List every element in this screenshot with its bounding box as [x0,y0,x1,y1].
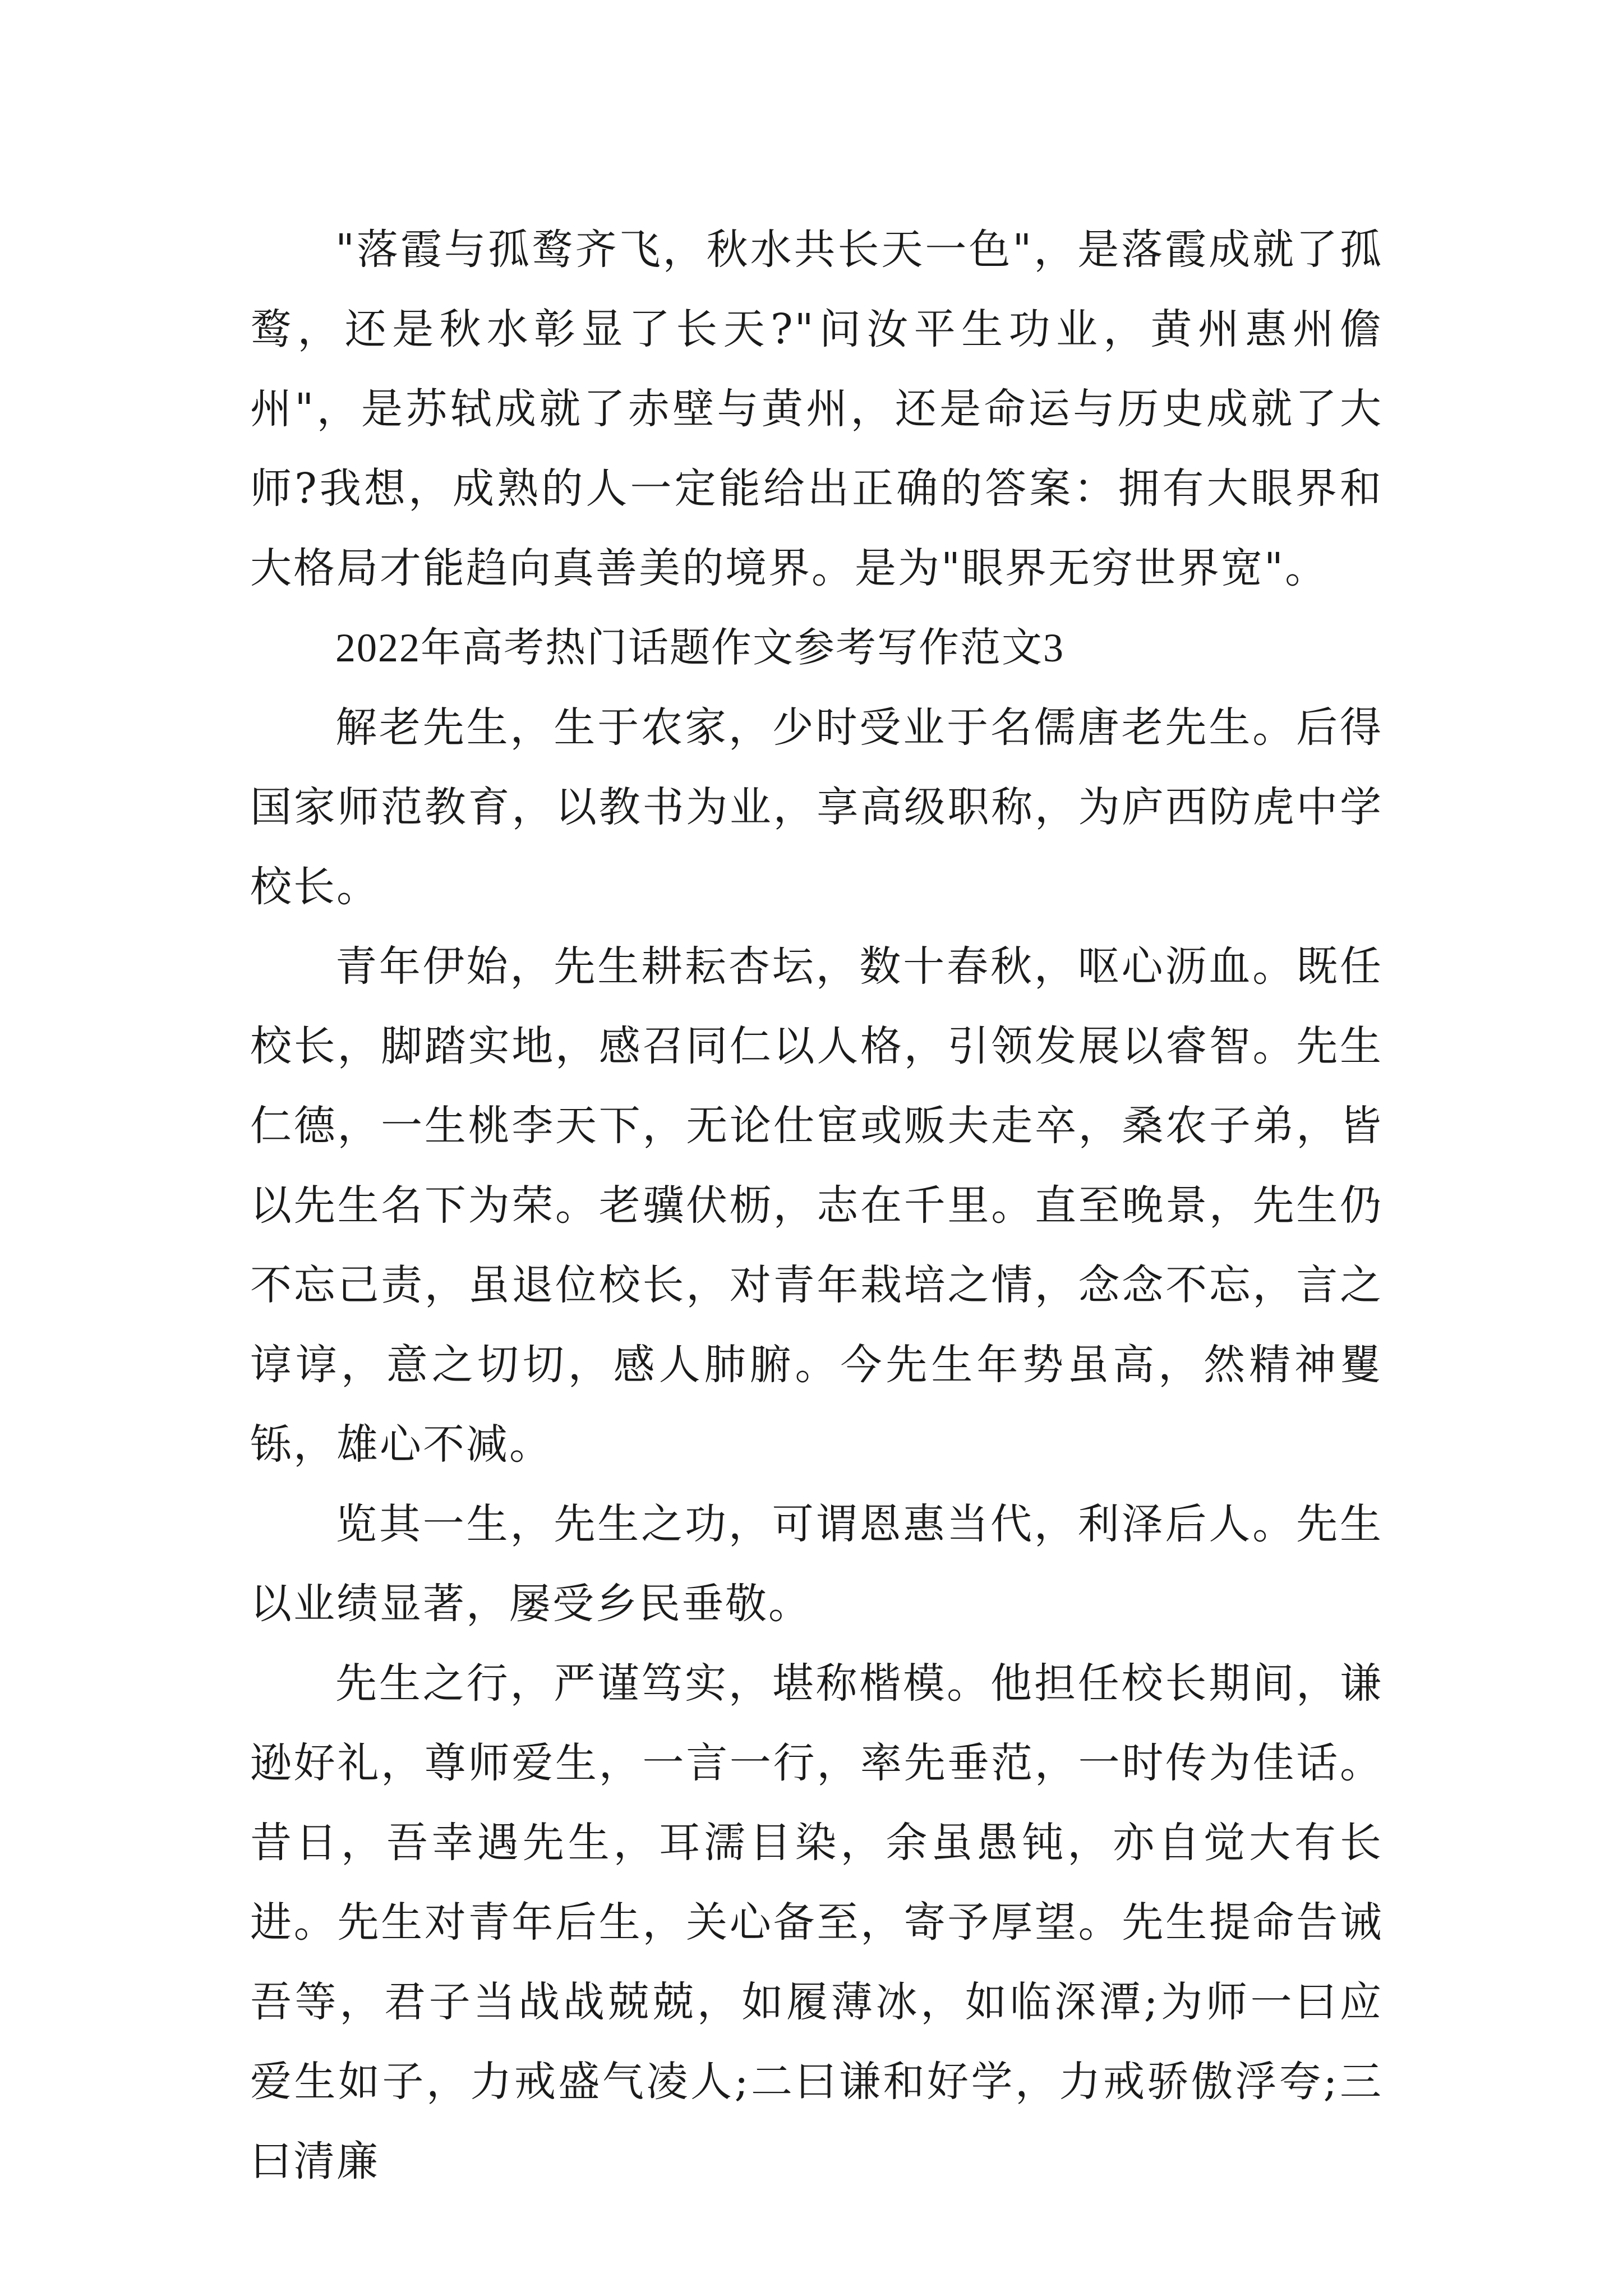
paragraph-luoxia: "落霞与孤鹜齐飞，秋水共长天一色"，是落霞成就了孤鹜，还是秋水彰显了长天?"问汝平生功业，黄州惠州儋州"，是苏轼成就了赤壁与黄州，还是命运与历史成就了大师?我想，成熟的人一定能给出正确的答案：拥有大眼界和大格局才能趋向真善美的境界。是为"眼界无穷世界宽"。 [250,226,1383,592]
section-heading: 2022年高考热门话题作文参考写作范文3 [335,625,1065,670]
paragraph-intro: 解老先生，生于农家，少时受业于名儒唐老先生。后得国家师范教育，以教书为业，享高级职称，为庐西防虎中学校长。 [250,703,1383,911]
paragraph-youth: 青年伊始，先生耕耘杏坛，数十春秋，呕心沥血。既任校长，脚踏实地，感召同仁以人格，引领发展以睿智。先生仁德，一生桃李天下，无论仕宦或贩夫走卒，桑农子弟，皆以先生名下为荣。老骥伏枥，志在千里。直至晚景，先生仍不忘己责，虽退位校长，对青年栽培之情，念念不忘，言之谆谆，意之切切，感人肺腑。今先生年势虽高，然精神矍铄，雄心不减。 [250,942,1383,1469]
paragraph-merit: 览其一生，先生之功，可谓恩惠当代，利泽后人。先生以业绩显著，屡受乡民垂敬。 [250,1500,1383,1628]
paragraph-conduct: 先生之行，严谨笃实，堪称楷模。他担任校长期间，谦逊好礼，尊师爱生，一言一行，率先垂范，一时传为佳话。昔日，吾幸遇先生，耳濡目染，余虽愚钝，亦自觉大有长进。先生对青年后生，关心备至，寄予厚望。先生提命告诫吾等，君子当战战兢兢，如履薄冰，如临深潭;为师一曰应爱生如子，力戒盛气凌人;二曰谦和好学，力戒骄傲浮夸;三曰清廉 [250,1659,1383,2185]
document-body [250,210,1383,2201]
